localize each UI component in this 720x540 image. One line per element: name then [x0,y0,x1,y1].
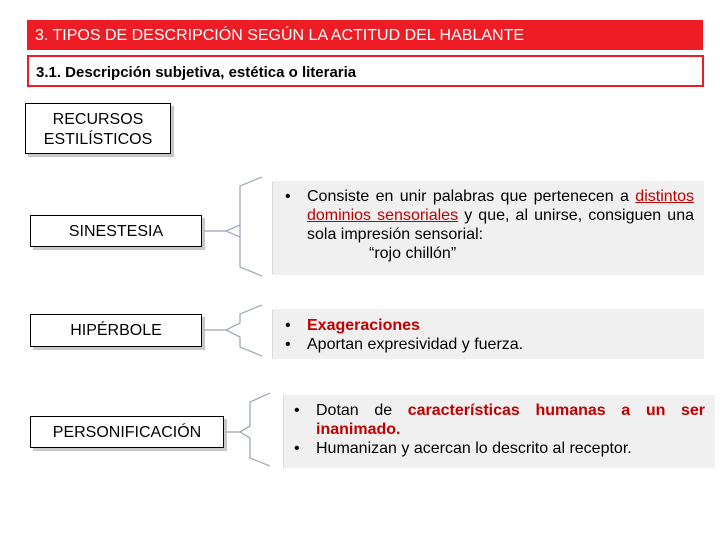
sinestesia-text [307,187,694,244]
bullet-marker: • [285,188,291,205]
hiperbole-bullet-2: Aportan expresividad y fuerza. [307,336,524,353]
hiperbole-label: HIPÉRBOLE [30,314,202,347]
personificacion-text-2: Humanizan y acercan lo descrito al receptor. [316,440,632,457]
section-title: 3. TIPOS DE DESCRIPCIÓN SEGÚN LA ACTITUD DEL HABLANTE [27,20,703,50]
sinestesia-label: SINESTESIA [30,215,202,247]
personificacion-description [283,395,715,468]
sinestesia-highlight: distintos dominios sensoriales [307,188,694,224]
hiperbole-description [272,309,704,359]
resources-label-line1: RECURSOS [52,111,144,128]
sinestesia-example: “rojo chillón” [369,245,457,262]
personificacion-text-1 [316,401,705,439]
sinestesia-description [272,181,704,275]
bullet-marker: • [294,402,300,419]
personificacion-highlight: características humanas a un ser inanimado. [316,402,705,438]
subsection-title: 3.1. Descripción subjetiva, estética o literaria [27,55,704,87]
bullet-marker: • [294,440,300,457]
sinestesia-text-a: Consiste en unir palabras que pertenecen a [307,188,636,205]
hiperbole-bullet-1: Exageraciones [307,317,420,334]
bullet-marker: • [285,336,291,353]
bracket-personificacion [226,393,270,466]
personificacion-text-a: Dotan de [316,402,408,419]
bracket-hiperbole [204,305,262,356]
resources-label-line2: ESTILÍSTICOS [43,131,153,148]
bracket-sinestesia [204,177,262,276]
sinestesia-text-b: y que, al unirse, consiguen una sola impresión sensorial: [307,207,694,243]
personificacion-label: PERSONIFICACIÓN [30,416,224,448]
bullet-marker: • [285,317,291,334]
